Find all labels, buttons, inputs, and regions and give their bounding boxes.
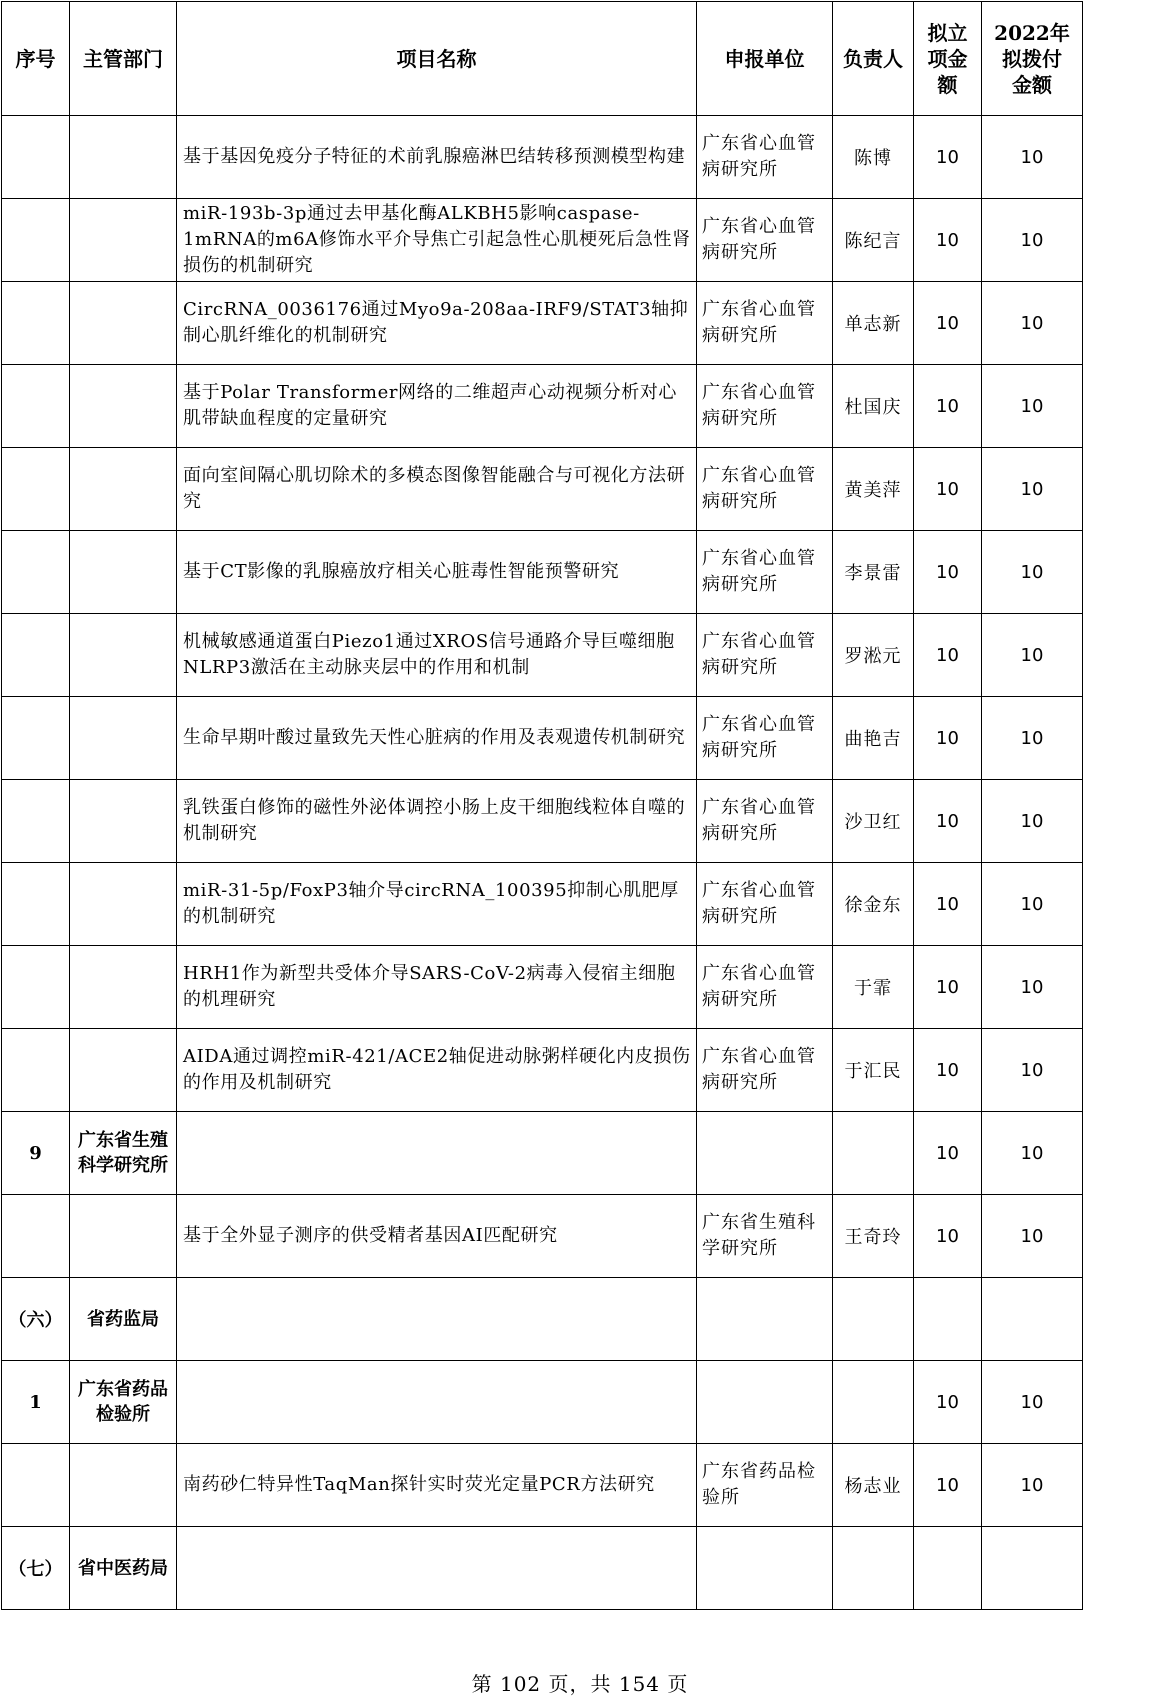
cell-unit: 广东省心血管病研究所: [697, 531, 833, 614]
cell-seq: [2, 531, 70, 614]
cell-seq: [2, 1444, 70, 1527]
cell-unit: 广东省心血管病研究所: [697, 1029, 833, 1112]
cell-amount: 10: [914, 1361, 982, 1444]
cell-dept: [70, 780, 177, 863]
cell-project: HRH1作为新型共受体介导SARS-CoV-2病毒入侵宿主细胞的机理研究: [177, 946, 697, 1029]
cell-project: [177, 1361, 697, 1444]
cell-person: 曲艳吉: [833, 697, 914, 780]
cell-pay: [982, 1278, 1083, 1361]
table-header-row: [2, 2, 1083, 116]
cell-pay: 10: [982, 614, 1083, 697]
cell-unit: 广东省心血管病研究所: [697, 697, 833, 780]
cell-amount: 10: [914, 116, 982, 199]
cell-amount: [914, 1527, 982, 1610]
cell-unit: 广东省药品检验所: [697, 1444, 833, 1527]
cell-dept: 广东省药品检验所: [70, 1361, 177, 1444]
table-row: [2, 1361, 1083, 1444]
cell-amount: 10: [914, 282, 982, 365]
cell-pay: 10: [982, 365, 1083, 448]
cell-pay: 10: [982, 1361, 1083, 1444]
cell-project: [177, 1112, 697, 1195]
table-row: [2, 1444, 1083, 1527]
cell-dept: [70, 1029, 177, 1112]
header-seq: 序号: [2, 2, 70, 116]
cell-seq: [2, 1195, 70, 1278]
cell-seq: 9: [2, 1112, 70, 1195]
table-row: [2, 448, 1083, 531]
cell-project: CircRNA_0036176通过Myo9a-208aa-IRF9/STAT3轴抑制心肌纤维化的机制研究: [177, 282, 697, 365]
cell-pay: 10: [982, 946, 1083, 1029]
table-row: [2, 116, 1083, 199]
cell-project: 机械敏感通道蛋白Piezo1通过XROS信号通路介导巨噬细胞NLRP3激活在主动脉夹层中的作用和机制: [177, 614, 697, 697]
cell-pay: 10: [982, 863, 1083, 946]
cell-dept: [70, 365, 177, 448]
table-row: [2, 697, 1083, 780]
cell-dept: [70, 199, 177, 282]
table-row: [2, 282, 1083, 365]
cell-amount: 10: [914, 946, 982, 1029]
cell-person: 陈纪言: [833, 199, 914, 282]
cell-unit: 广东省心血管病研究所: [697, 863, 833, 946]
cell-seq: [2, 697, 70, 780]
table-row: [2, 1029, 1083, 1112]
cell-project: 基于基因免疫分子特征的术前乳腺癌淋巴结转移预测模型构建: [177, 116, 697, 199]
cell-amount: 10: [914, 448, 982, 531]
cell-seq: [2, 116, 70, 199]
cell-dept: 省中医药局: [70, 1527, 177, 1610]
cell-dept: [70, 531, 177, 614]
header-dept: 主管部门: [70, 2, 177, 116]
cell-person: 王奇玲: [833, 1195, 914, 1278]
cell-pay: 10: [982, 282, 1083, 365]
cell-person: 单志新: [833, 282, 914, 365]
cell-amount: 10: [914, 863, 982, 946]
cell-pay: [982, 1527, 1083, 1610]
header-person: 负责人: [833, 2, 914, 116]
table-row: [2, 614, 1083, 697]
cell-dept: [70, 614, 177, 697]
cell-person: [833, 1112, 914, 1195]
table-row: [2, 780, 1083, 863]
cell-unit: [697, 1361, 833, 1444]
cell-seq: [2, 946, 70, 1029]
cell-amount: 10: [914, 780, 982, 863]
cell-amount: [914, 1278, 982, 1361]
cell-unit: 广东省心血管病研究所: [697, 282, 833, 365]
cell-project: [177, 1527, 697, 1610]
table-row: [2, 531, 1083, 614]
cell-seq: [2, 614, 70, 697]
cell-pay: 10: [982, 531, 1083, 614]
cell-seq: [2, 199, 70, 282]
cell-person: [833, 1527, 914, 1610]
cell-unit: [697, 1278, 833, 1361]
table-row: [2, 1195, 1083, 1278]
cell-project: miR-193b-3p通过去甲基化酶ALKBH5影响caspase-1mRNA的m6A修饰水平介导焦亡引起急性心肌梗死后急性肾损伤的机制研究: [177, 199, 697, 282]
cell-person: 罗淞元: [833, 614, 914, 697]
cell-person: [833, 1361, 914, 1444]
cell-dept: [70, 282, 177, 365]
cell-person: 徐金东: [833, 863, 914, 946]
cell-dept: [70, 1444, 177, 1527]
cell-unit: 广东省心血管病研究所: [697, 199, 833, 282]
cell-pay: 10: [982, 1195, 1083, 1278]
cell-unit: [697, 1112, 833, 1195]
cell-pay: 10: [982, 780, 1083, 863]
table-row: [2, 365, 1083, 448]
table-row: [2, 1112, 1083, 1195]
cell-person: 于汇民: [833, 1029, 914, 1112]
project-funding-table: [1, 1, 1083, 1610]
cell-amount: 10: [914, 1112, 982, 1195]
table-row: [2, 199, 1083, 282]
cell-dept: [70, 946, 177, 1029]
table-row: [2, 1278, 1083, 1361]
cell-dept: [70, 116, 177, 199]
cell-project: 乳铁蛋白修饰的磁性外泌体调控小肠上皮干细胞线粒体自噬的机制研究: [177, 780, 697, 863]
cell-unit: 广东省心血管病研究所: [697, 116, 833, 199]
cell-project: 基于全外显子测序的供受精者基因AI匹配研究: [177, 1195, 697, 1278]
table-row: [2, 1527, 1083, 1610]
cell-person: 杜国庆: [833, 365, 914, 448]
cell-amount: 10: [914, 531, 982, 614]
cell-unit: 广东省心血管病研究所: [697, 365, 833, 448]
header-unit: 申报单位: [697, 2, 833, 116]
cell-project: AIDA通过调控miR-421/ACE2轴促进动脉粥样硬化内皮损伤的作用及机制研究: [177, 1029, 697, 1112]
cell-person: 黄美萍: [833, 448, 914, 531]
cell-person: 李景雷: [833, 531, 914, 614]
cell-amount: 10: [914, 199, 982, 282]
cell-amount: 10: [914, 614, 982, 697]
cell-project: 南药砂仁特异性TaqMan探针实时荧光定量PCR方法研究: [177, 1444, 697, 1527]
cell-unit: 广东省心血管病研究所: [697, 780, 833, 863]
cell-dept: 省药监局: [70, 1278, 177, 1361]
cell-person: 沙卫红: [833, 780, 914, 863]
cell-amount: 10: [914, 697, 982, 780]
cell-seq: [2, 780, 70, 863]
cell-seq: [2, 863, 70, 946]
cell-amount: 10: [914, 365, 982, 448]
cell-seq: [2, 365, 70, 448]
table-row: [2, 863, 1083, 946]
cell-dept: [70, 448, 177, 531]
cell-seq: （七）: [2, 1527, 70, 1610]
cell-project: 基于CT影像的乳腺癌放疗相关心脏毒性智能预警研究: [177, 531, 697, 614]
cell-seq: [2, 282, 70, 365]
cell-project: 面向室间隔心肌切除术的多模态图像智能融合与可视化方法研究: [177, 448, 697, 531]
cell-seq: （六）: [2, 1278, 70, 1361]
cell-dept: [70, 697, 177, 780]
cell-dept: 广东省生殖科学研究所: [70, 1112, 177, 1195]
header-pay: 2022年 拟拨付 金额: [982, 2, 1083, 116]
cell-project: 生命早期叶酸过量致先天性心脏病的作用及表观遗传机制研究: [177, 697, 697, 780]
page-footer: 第 102 页，共 154 页: [471, 1672, 689, 1696]
cell-project: [177, 1278, 697, 1361]
cell-pay: 10: [982, 1112, 1083, 1195]
cell-pay: 10: [982, 697, 1083, 780]
cell-unit: 广东省心血管病研究所: [697, 946, 833, 1029]
cell-unit: 广东省生殖科学研究所: [697, 1195, 833, 1278]
cell-unit: 广东省心血管病研究所: [697, 614, 833, 697]
cell-pay: 10: [982, 1029, 1083, 1112]
cell-person: 陈博: [833, 116, 914, 199]
cell-amount: 10: [914, 1195, 982, 1278]
cell-seq: [2, 448, 70, 531]
cell-person: 杨志业: [833, 1444, 914, 1527]
cell-pay: 10: [982, 1444, 1083, 1527]
cell-amount: 10: [914, 1444, 982, 1527]
cell-project: 基于Polar Transformer网络的二维超声心动视频分析对心肌带缺血程度的定量研究: [177, 365, 697, 448]
header-project: 项目名称: [177, 2, 697, 116]
cell-seq: 1: [2, 1361, 70, 1444]
cell-seq: [2, 1029, 70, 1112]
cell-pay: 10: [982, 116, 1083, 199]
cell-amount: 10: [914, 1029, 982, 1112]
cell-unit: [697, 1527, 833, 1610]
cell-person: 于霏: [833, 946, 914, 1029]
cell-dept: [70, 1195, 177, 1278]
header-amount: 拟立 项金 额: [914, 2, 982, 116]
cell-pay: 10: [982, 448, 1083, 531]
table-row: [2, 946, 1083, 1029]
cell-person: [833, 1278, 914, 1361]
cell-dept: [70, 863, 177, 946]
cell-project: miR-31-5p/FoxP3轴介导circRNA_100395抑制心肌肥厚的机制研究: [177, 863, 697, 946]
cell-unit: 广东省心血管病研究所: [697, 448, 833, 531]
cell-pay: 10: [982, 199, 1083, 282]
